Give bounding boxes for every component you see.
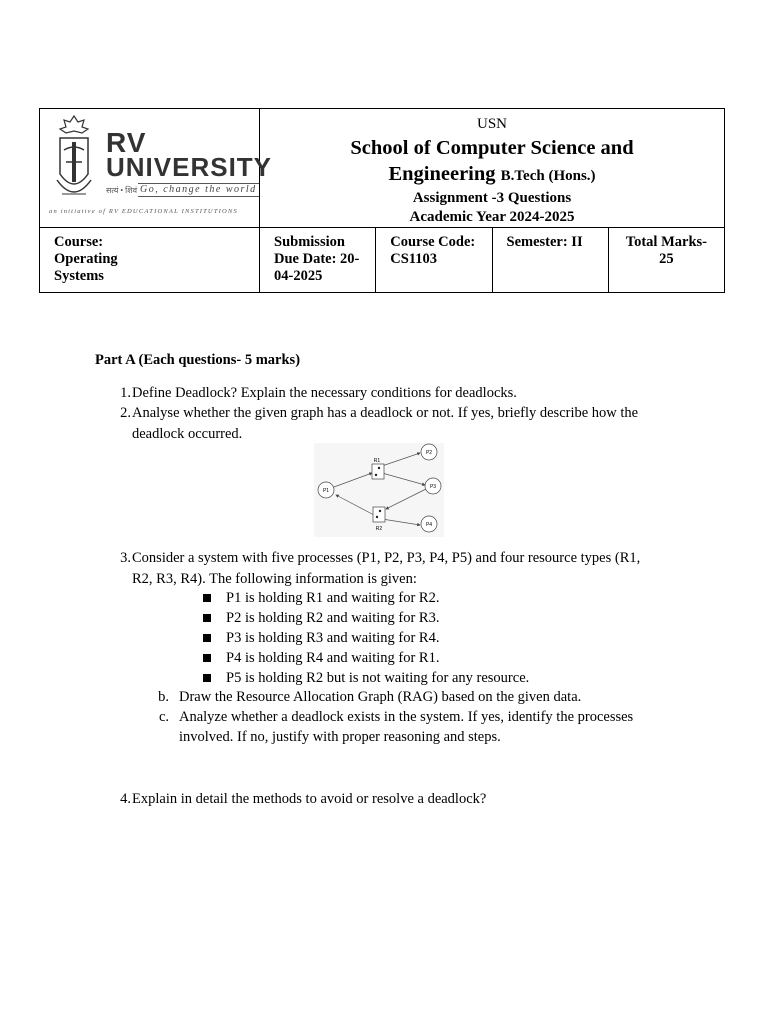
assignment-title: Assignment -3 Questions: [412, 190, 572, 206]
logo-tagline: Go, change the world: [140, 184, 257, 195]
degree-label: B.Tech (Hons.): [500, 168, 596, 184]
node-r2: [373, 507, 385, 522]
edge-r2-p4: [382, 519, 420, 525]
r2-instance-dot: [376, 516, 378, 518]
school-line-2: Engineering: [388, 163, 496, 185]
submission-cell: Submission Due Date: 20- 04-2025: [260, 228, 376, 293]
node-p4-label: P4: [425, 522, 433, 528]
course-cell: Course: Operating Systems: [40, 228, 260, 293]
edge-p3-r2: [386, 489, 426, 509]
logo-university-text: UNIVERSITY: [106, 152, 273, 182]
node-p3-label: P3: [429, 484, 437, 490]
university-emblem-icon: [54, 114, 94, 210]
node-r2-label: R2: [375, 526, 383, 532]
logo-rv-text: RV: [106, 127, 147, 158]
academic-year: Academic Year 2024-2025: [409, 209, 575, 225]
node-r1: [372, 464, 384, 479]
semester-cell: Semester: II: [492, 228, 608, 293]
part-a-title: Part A (Each questions- 5 marks): [95, 352, 301, 368]
node-p2-label: P2: [425, 450, 433, 456]
node-p1-label: P1: [322, 488, 330, 494]
total-marks-cell: Total Marks- 25: [608, 228, 724, 293]
resource-allocation-graph: [314, 443, 444, 537]
course-code-cell: Course Code: CS1103: [376, 228, 492, 293]
logo-footer: an initiative of RV EDUCATIONAL INSTITUTIONS: [49, 208, 238, 215]
header-table: [39, 108, 725, 293]
r2-instance-dot: [379, 510, 381, 512]
school-line-1: School of Computer Science and: [350, 137, 634, 159]
logo-cell: [40, 109, 273, 228]
r1-instance-dot: [378, 467, 380, 469]
title-cell: [260, 109, 725, 228]
logo-motto: सत्यं • शिवं: [106, 186, 138, 195]
school-name: [260, 135, 724, 189]
edge-r1-p3: [382, 473, 425, 485]
node-r1-label: R1: [373, 458, 381, 464]
usn-label: USN: [476, 116, 507, 132]
r1-instance-dot: [375, 474, 377, 476]
edge-p1-r1: [334, 473, 372, 487]
edge-r2-p1: [336, 495, 374, 515]
edge-r1-p2: [382, 453, 420, 466]
